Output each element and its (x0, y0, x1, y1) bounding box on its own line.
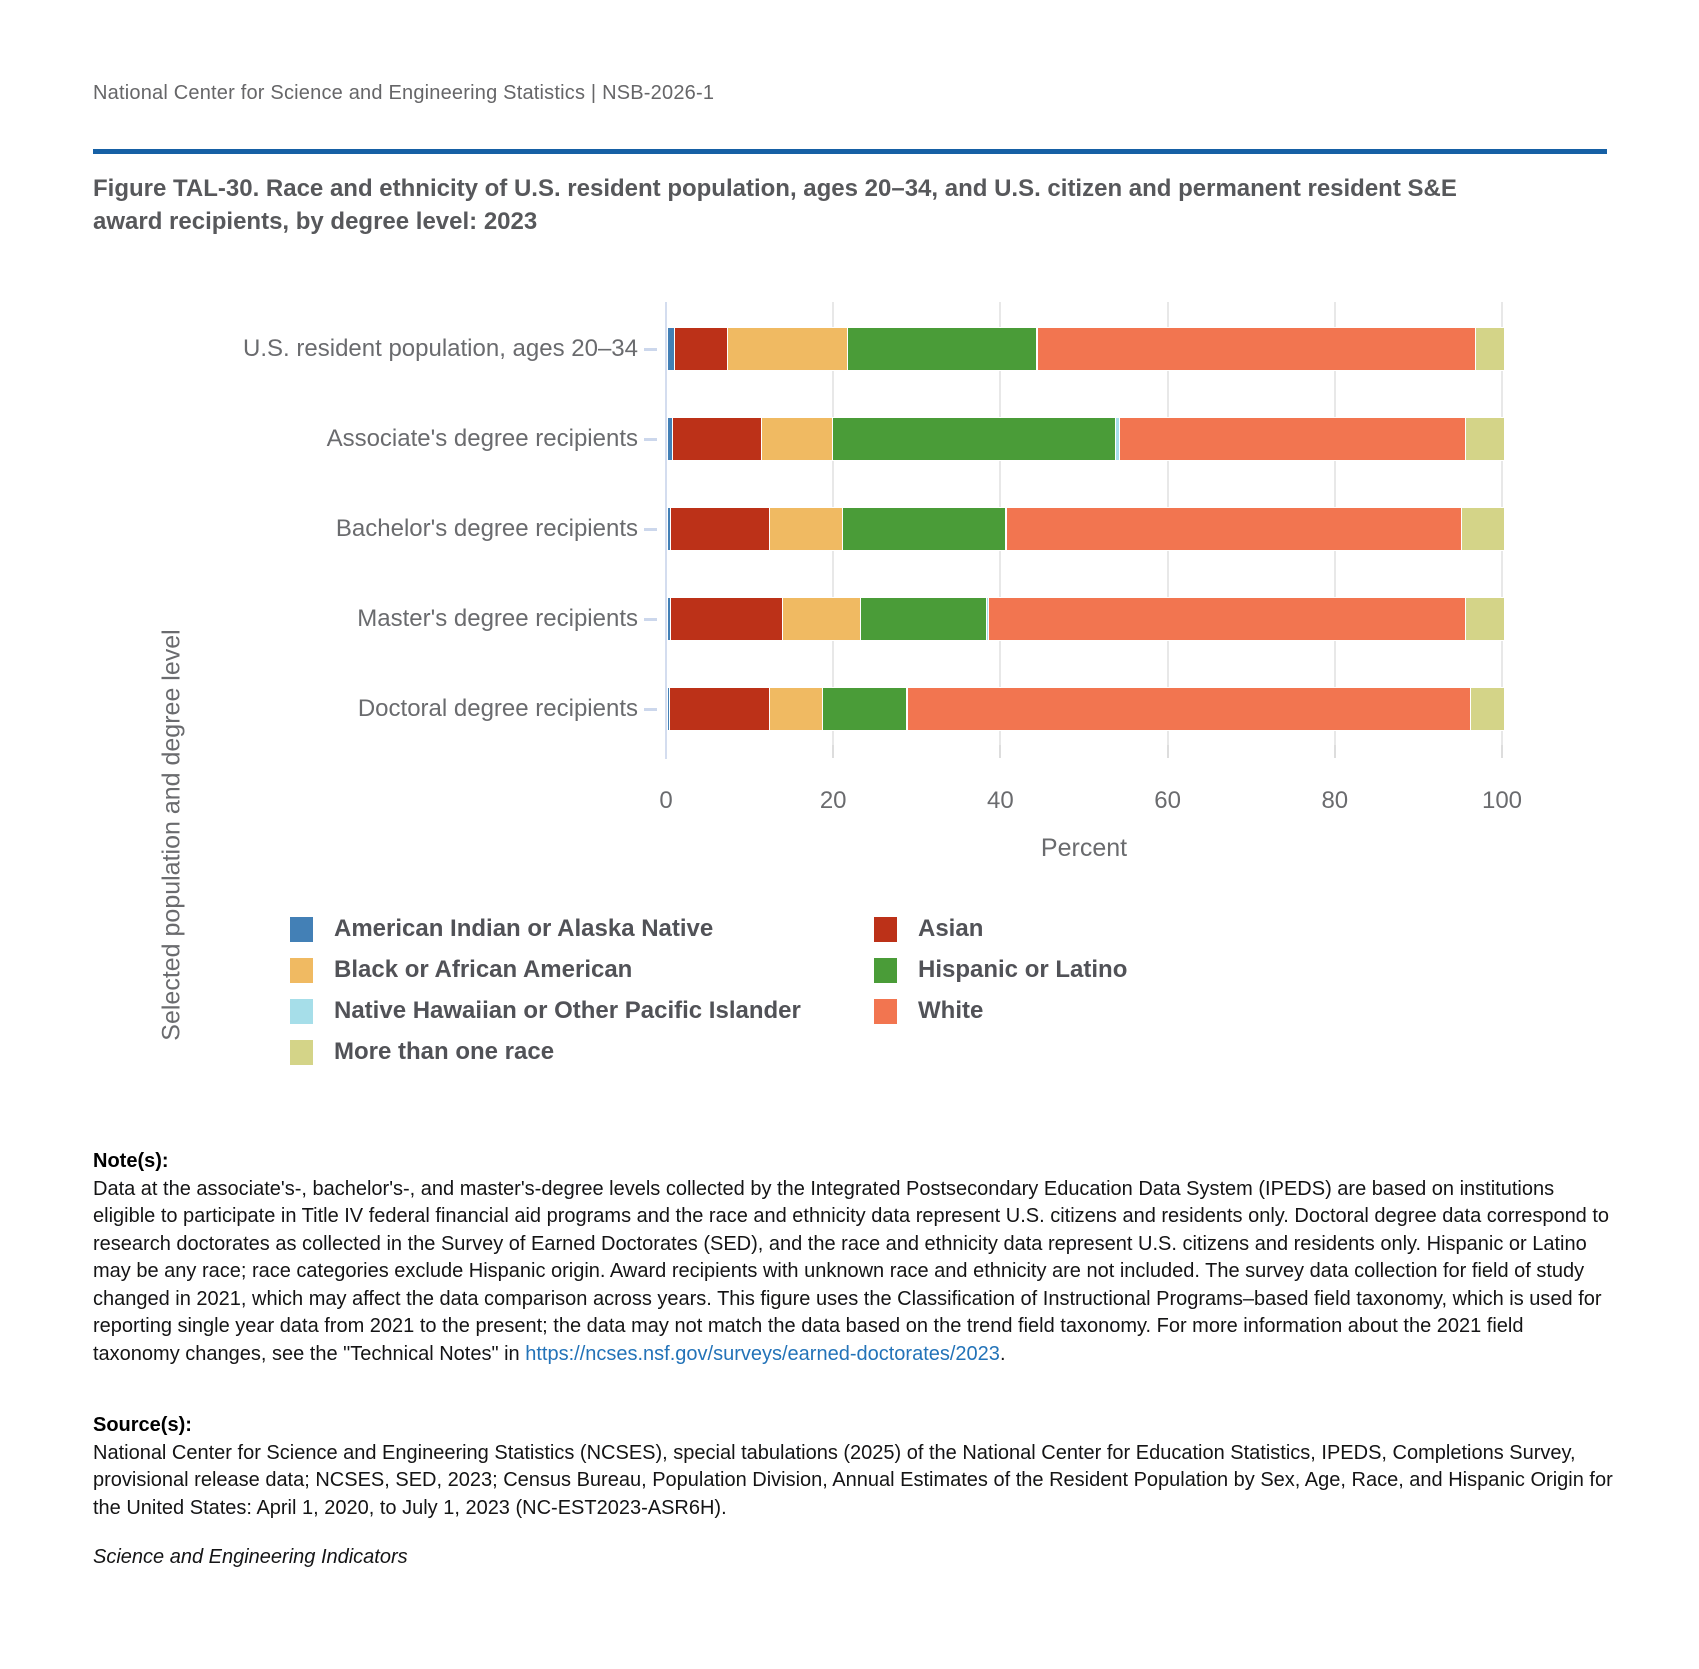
header-divider (93, 149, 1607, 154)
sources-text: National Center for Science and Engineering Statistics (NCSES), special tabulations (2025) of the National Center for Education Statistics, IPEDS, Completions Survey, provisional release data; NCSES, SED, 2023; Census Bureau, Population Division, Annual Estimates of the Resident Population by Sex, Age, Race, and Hispanic Origin for the United States: April 1, 2020, to July 1, 2023 (NC-EST2023-ASR6H). (93, 1441, 1613, 1519)
bar-row-associate-s-degree-recipients (668, 418, 1504, 460)
bar-segment-white[interactable] (1120, 418, 1465, 460)
bar-segment-white[interactable] (1038, 328, 1476, 370)
legend-item-american-indian-or-alaska-native[interactable] (290, 915, 713, 943)
bar-segment-black-or-african-american[interactable] (770, 508, 843, 550)
y-label-bachelor-s-degree-recipients: Bachelor's degree recipients (335, 515, 638, 542)
y-tick-associate-s-degree-recipients (644, 438, 657, 441)
y-tick-master-s-degree-recipients (644, 618, 657, 621)
figure-title: Figure TAL-30. Race and ethnicity of U.S. resident population, ages 20–34, and U.S. citizen and permanent resident S&E award recipients, by degree level: 2023 (93, 175, 1457, 235)
y-axis-line (665, 302, 667, 759)
legend-swatch-asian (874, 917, 897, 942)
x-tick-label-0: 0 (659, 787, 673, 814)
bar-segment-hispanic-or-latino[interactable] (861, 598, 987, 640)
bar-segment-american-indian-or-alaska-native[interactable] (668, 328, 675, 370)
legend-swatch-white (874, 999, 897, 1024)
y-tick-u-s-resident-population-ages-20-34 (644, 348, 657, 351)
notes-section (93, 1148, 1615, 1368)
x-tick-label-40: 40 (987, 787, 1014, 814)
bar-segment-white[interactable] (1007, 508, 1462, 550)
bar-segment-black-or-african-american[interactable] (762, 418, 832, 460)
sources-section (93, 1412, 1615, 1522)
bar-row-master-s-degree-recipients (668, 598, 1504, 640)
legend-label-more-than-one-race: More than one race (334, 1038, 555, 1065)
y-label-u-s-resident-population-ages-20-34: U.S. resident population, ages 20–34 (243, 335, 638, 362)
bar-segment-black-or-african-american[interactable] (783, 598, 861, 640)
x-tick-20 (832, 745, 834, 758)
bar-segment-more-than-one-race[interactable] (1466, 598, 1504, 640)
legend-label-native-hawaiian-or-other-pacific-islander: Native Hawaiian or Other Pacific Islander (334, 997, 801, 1024)
legend-label-black-or-african-american: Black or African American (334, 956, 633, 983)
legend-item-native-hawaiian-or-other-pacific-islander[interactable] (290, 997, 801, 1025)
bar-segment-white[interactable] (989, 598, 1466, 640)
legend-label-hispanic-or-latino: Hispanic or Latino (918, 956, 1128, 983)
x-tick-label-60: 60 (1154, 787, 1181, 814)
bar-segment-more-than-one-race[interactable] (1471, 688, 1504, 730)
x-tick-80 (1334, 745, 1336, 758)
x-tick-label-80: 80 (1321, 787, 1349, 814)
bar-segment-asian[interactable] (670, 688, 770, 730)
bar-segment-hispanic-or-latino[interactable] (843, 508, 1006, 550)
legend-label-white: White (918, 997, 984, 1024)
x-tick-label-100: 100 (1481, 787, 1523, 814)
x-tick-label-20: 20 (819, 787, 847, 814)
x-tick-100 (1501, 745, 1503, 758)
legend-swatch-american-indian-or-alaska-native (290, 917, 313, 942)
bar-segment-white[interactable] (908, 688, 1471, 730)
legend-label-american-indian-or-alaska-native: American Indian or Alaska Native (334, 915, 714, 942)
legend-item-white[interactable] (874, 997, 983, 1025)
bar-segment-asian[interactable] (673, 418, 762, 460)
legend-item-black-or-african-american[interactable] (290, 956, 632, 984)
bar-row-doctoral-degree-recipients (668, 688, 1504, 730)
x-tick-40 (999, 745, 1001, 758)
bar-segment-asian[interactable] (675, 328, 729, 370)
y-tick-bachelor-s-degree-recipients (644, 528, 657, 531)
bar-segment-hispanic-or-latino[interactable] (833, 418, 1116, 460)
legend-swatch-hispanic-or-latino (874, 958, 897, 983)
legend-item-asian[interactable] (874, 915, 983, 943)
bar-segment-more-than-one-race[interactable] (1466, 418, 1504, 460)
legend-item-hispanic-or-latino[interactable] (874, 956, 1127, 984)
technical-notes-link[interactable]: https://ncses.nsf.gov/surveys/earned-doctorates/2023 (525, 1342, 1000, 1365)
legend-label-asian: Asian (918, 915, 984, 942)
x-tick-60 (1167, 745, 1169, 758)
y-label-master-s-degree-recipients: Master's degree recipients (357, 605, 638, 632)
y-axis-title: Selected population and degree level (157, 629, 186, 1041)
legend-item-more-than-one-race[interactable] (290, 1038, 554, 1066)
bar-row-bachelor-s-degree-recipients (668, 508, 1504, 550)
bar-row-u-s-resident-population-ages-20-34 (668, 328, 1504, 370)
notes-text-after-link: . (999, 1342, 1006, 1365)
y-label-associate-s-degree-recipients: Associate's degree recipients (326, 425, 638, 452)
notes-heading: Note(s): (93, 1150, 169, 1172)
bar-segment-hispanic-or-latino[interactable] (848, 328, 1037, 370)
legend-swatch-more-than-one-race (290, 1040, 313, 1065)
bar-segment-hispanic-or-latino[interactable] (823, 688, 907, 730)
legend-swatch-black-or-african-american (290, 958, 313, 983)
legend-swatch-native-hawaiian-or-other-pacific-islander (290, 999, 313, 1024)
bar-segment-asian[interactable] (671, 598, 783, 640)
bar-segment-asian[interactable] (671, 508, 770, 550)
report-header: National Center for Science and Engineering Statistics | NSB-2026-1 (93, 82, 715, 104)
sources-heading: Source(s): (93, 1414, 192, 1436)
bar-segment-black-or-african-american[interactable] (728, 328, 848, 370)
indicators-footer: Science and Engineering Indicators (93, 1546, 408, 1568)
bar-segment-black-or-african-american[interactable] (770, 688, 823, 730)
notes-text: Data at the associate's-, bachelor's-, and master's-degree levels collected by the Integrated Postsecondary Education Data System (IPEDS) are based on institutions eligible to participate in Title IV federal financial aid programs and the race and ethnicity data represent U.S. citizens and residents only. Doctoral degree data correspond to research doctorates as collected in the Survey of Earned Doctorates (SED), and the race and ethnicity data represent U.S. citizens and residents only. Hispanic or Latino may be any race; race categories exclude Hispanic origin. Award recipients with unknown race and ethnicity are not included. The survey data collection for field of study changed in 2021, which may affect the data comparison across years. This figure uses the Classification of Instructional Programs–based field taxonomy, which is used for reporting single year data from 2021 to the present; the data may not match the data based on the trend field taxonomy. For more information about the 2021 field taxonomy changes, see the "Technical Notes" in (93, 1177, 1610, 1365)
bar-segment-more-than-one-race[interactable] (1476, 328, 1504, 370)
bar-segment-more-than-one-race[interactable] (1462, 508, 1504, 550)
y-tick-doctoral-degree-recipients (644, 708, 657, 711)
x-axis-title: Percent (1040, 834, 1128, 862)
y-label-doctoral-degree-recipients: Doctoral degree recipients (357, 695, 638, 722)
